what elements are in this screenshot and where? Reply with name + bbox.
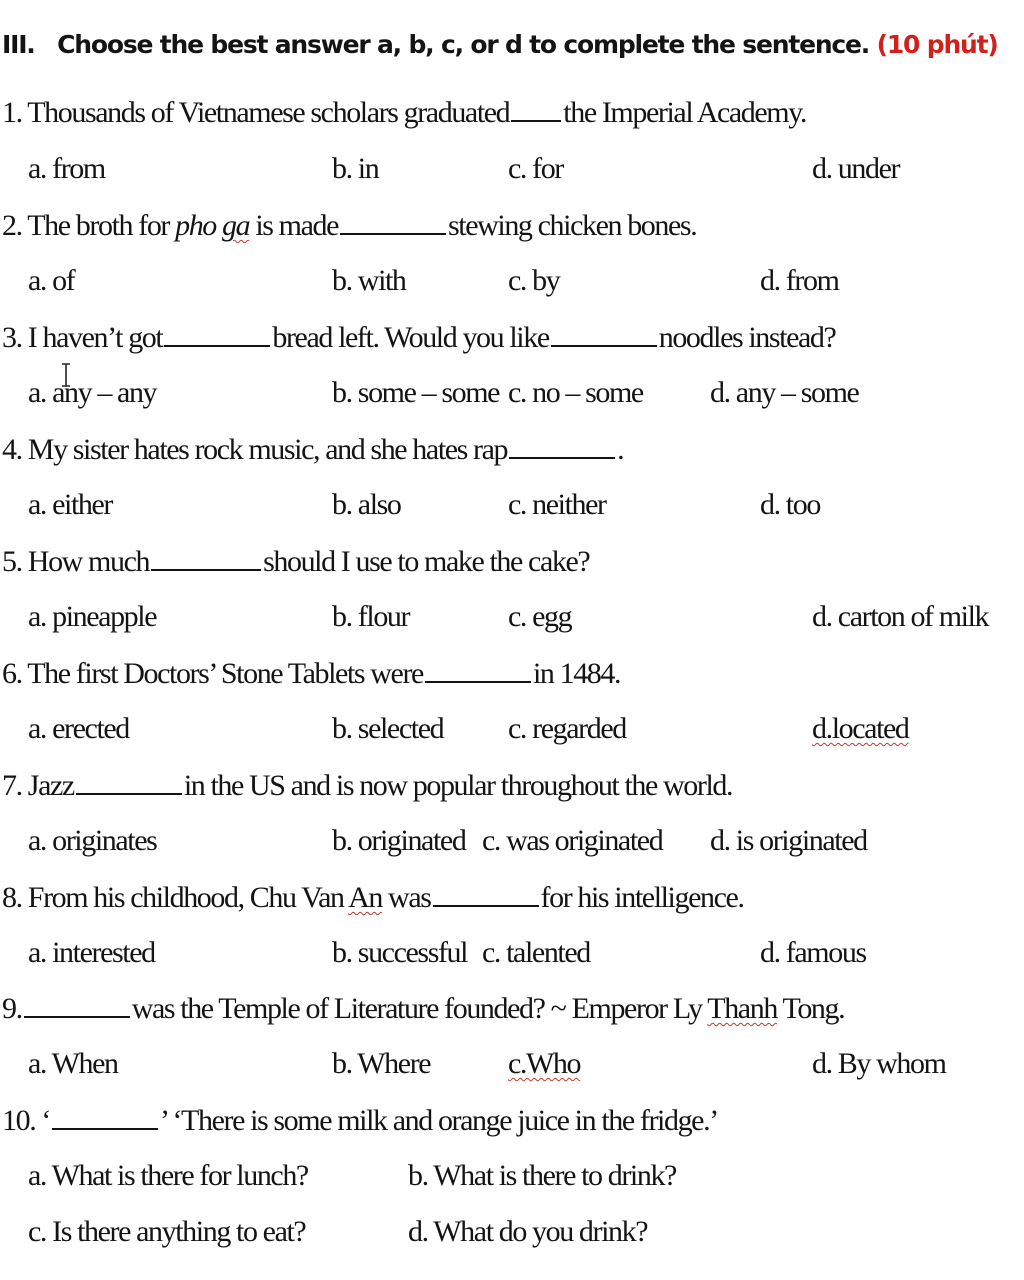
option-8b: b. successful	[332, 936, 468, 969]
option-3a: a. any – any	[28, 376, 157, 409]
option-2d: d. from	[760, 264, 839, 297]
heading-text: Choose the best answer a, b, c, or d to complete the sentence.	[57, 30, 870, 59]
option-1a: a. from	[28, 152, 105, 185]
question-8: 8. From his childhood, Chu Van An was for his intelligence.	[2, 881, 744, 914]
question-5: 5. How much should I use to make the cake?	[2, 545, 590, 578]
option-5a: a. pineapple	[28, 600, 157, 633]
answer-blank	[551, 319, 657, 347]
text-cursor-icon	[60, 363, 72, 387]
answer-blank	[340, 207, 446, 235]
question-3: 3. I haven’t got bread left. Would you like noodles instead?	[2, 321, 836, 354]
option-4a: a. either	[28, 488, 113, 521]
option-4c: c. neither	[508, 488, 606, 521]
option-9a: a. When	[28, 1047, 118, 1080]
answer-blank	[52, 1102, 158, 1130]
option-8d: d. famous	[760, 936, 866, 969]
question-6: 6. The first Doctors’ Stone Tablets were in 1484.	[2, 657, 621, 690]
answer-blank	[24, 990, 130, 1018]
option-10d: d. What do you drink?	[408, 1215, 648, 1248]
option-7b: b. originated	[332, 824, 466, 857]
answer-blank	[509, 431, 615, 459]
heading-number: III.	[2, 30, 35, 59]
option-5c: c. egg	[508, 600, 572, 633]
option-7c: c. was originated	[482, 824, 663, 857]
question-2: 2. The broth for pho ga is made stewing chicken bones.	[2, 209, 697, 242]
option-1b: b. in	[332, 152, 379, 185]
option-3d: d. any – some	[710, 376, 859, 409]
question-4: 4. My sister hates rock music, and she hates rap .	[2, 433, 624, 466]
question-9: 9. was the Temple of Literature founded? ~ Emperor Ly Thanh Tong.	[2, 992, 845, 1025]
question-10: 10. ‘ ’ ‘There is some milk and orange juice in the fridge.’	[2, 1104, 718, 1137]
option-3b: b. some – some	[332, 376, 500, 409]
option-2c: c. by	[508, 264, 560, 297]
option-7d: d. is originated	[710, 824, 867, 857]
option-9d: d. By whom	[812, 1047, 946, 1080]
answer-blank	[151, 543, 261, 571]
answer-blank	[511, 94, 561, 122]
question-7: 7. Jazz in the US and is now popular throughout the world.	[2, 769, 733, 802]
option-4b: b. also	[332, 488, 401, 521]
option-6b: b. selected	[332, 712, 444, 745]
option-2b: b. with	[332, 264, 406, 297]
question-1: 1. Thousands of Vietnamese scholars graduated the Imperial Academy.	[2, 96, 806, 129]
option-6c: c. regarded	[508, 712, 626, 745]
option-1c: c. for	[508, 152, 563, 185]
option-10b: b. What is there to drink?	[408, 1159, 676, 1192]
option-5b: b. flour	[332, 600, 410, 633]
option-10a: a. What is there for lunch?	[28, 1159, 308, 1192]
option-10c: c. Is there anything to eat?	[28, 1215, 306, 1248]
option-1d: d. under	[812, 152, 900, 185]
option-6a: a. erected	[28, 712, 129, 745]
option-8c: c. talented	[482, 936, 590, 969]
option-3c: c. no – some	[508, 376, 643, 409]
option-9b: b. Where	[332, 1047, 431, 1080]
option-9c: c.Who	[508, 1047, 581, 1080]
option-8a: a. interested	[28, 936, 155, 969]
answer-blank	[164, 319, 270, 347]
answer-blank	[76, 767, 182, 795]
option-4d: d. too	[760, 488, 820, 521]
answer-blank	[425, 655, 531, 683]
option-5d: d. carton of milk	[812, 600, 989, 633]
option-6d: d.located	[812, 712, 909, 745]
heading-time: (10 phút)	[876, 30, 998, 59]
option-2a: a. of	[28, 264, 75, 297]
exercise-heading	[2, 30, 998, 59]
option-7a: a. originates	[28, 824, 157, 857]
answer-blank	[433, 879, 539, 907]
